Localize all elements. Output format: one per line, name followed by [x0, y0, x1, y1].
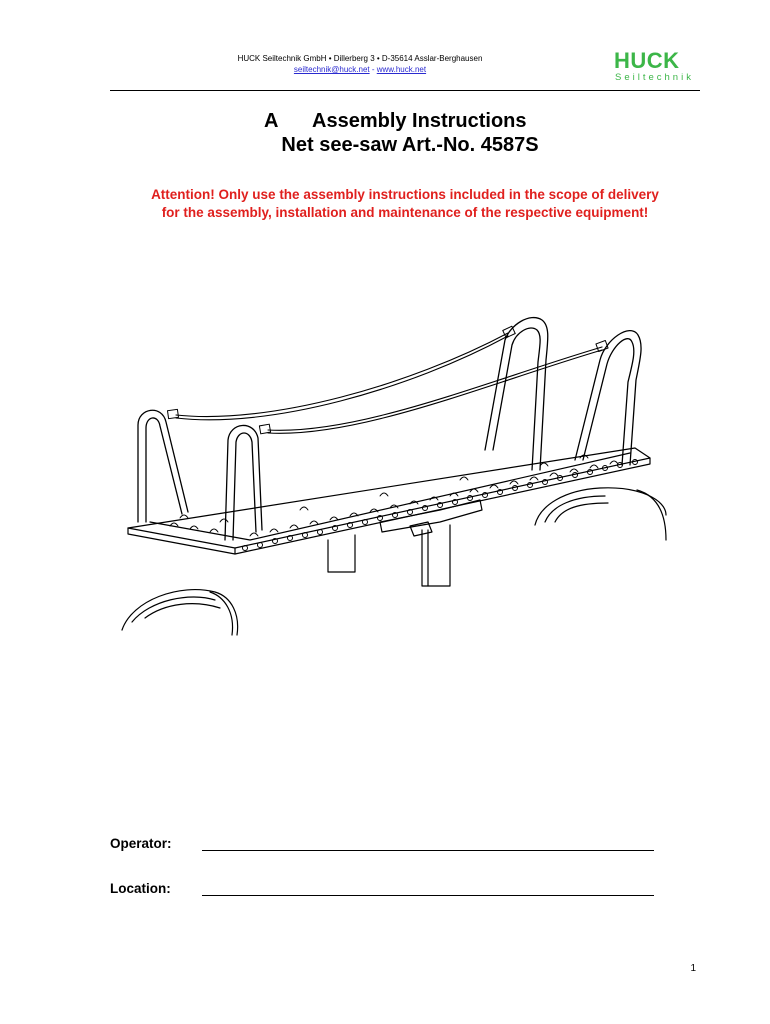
attention-line-1: Attention! Only use the assembly instructions included in the scope of delivery [151, 187, 659, 202]
tire-right [535, 488, 666, 540]
contact-links [150, 65, 570, 74]
tire-left [122, 590, 238, 635]
header-divider [110, 90, 700, 91]
document-title: Assembly Instructions [312, 110, 527, 132]
seesaw-illustration [110, 300, 670, 650]
operator-label: Operator: [110, 836, 172, 851]
platform-studs [170, 455, 618, 536]
attention-notice [90, 186, 720, 222]
document-subtitle: Net see-saw Art.-No. 4587S [281, 134, 539, 156]
company-address: HUCK Seiltechnik GmbH • Dillerberg 3 • D-35614 Asslar-Berghausen [237, 54, 483, 63]
link-separator: - [369, 65, 377, 74]
logo-sub-text: Seiltechnik [615, 72, 694, 83]
section-letter: A [264, 110, 279, 132]
ropes [176, 333, 602, 433]
location-input-line[interactable] [202, 895, 654, 896]
operator-input-line[interactable] [202, 850, 654, 851]
rope-clamps [167, 326, 608, 434]
huck-logo [606, 48, 706, 84]
logo-main-text: HUCK [614, 48, 680, 73]
attention-line-2: for the assembly, installation and maintenance of the respective equipment! [161, 205, 649, 220]
support-posts [328, 525, 450, 586]
page-number: 1 [690, 963, 696, 974]
website-link[interactable]: www.huck.net [376, 65, 427, 74]
left-handles [138, 410, 262, 540]
right-handles [485, 318, 641, 470]
email-link[interactable]: seiltechnik@huck.net [293, 65, 370, 74]
location-label: Location: [110, 881, 171, 896]
